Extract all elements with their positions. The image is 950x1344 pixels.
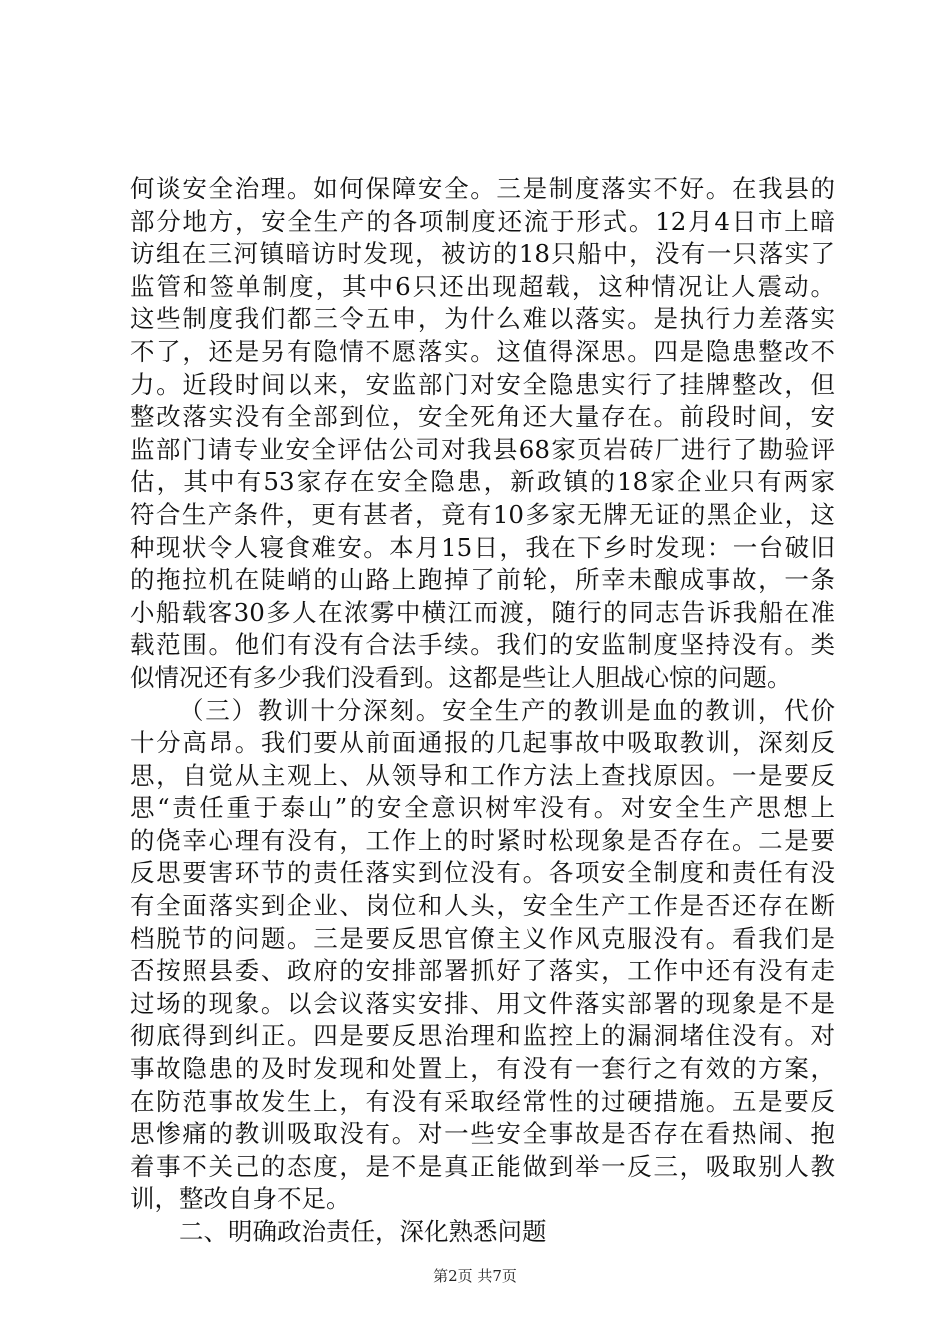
body-line: 种现状令人寝食难安。本月15日，我在下乡时发现：一台破旧 [130, 532, 835, 562]
body-line: 整改落实没有全部到位，安全死角还大量存在。前段时间，安 [130, 402, 835, 432]
body-line: 小船载客30多人在浓雾中横江而渡，随行的同志告诉我船在准 [130, 597, 835, 627]
body-line: 彻底得到纠正。四是要反思治理和监控上的漏洞堵住没有。对 [130, 1021, 835, 1051]
body-line: 档脱节的问题。三是要反思官僚主义作风克服没有。看我们是 [130, 923, 835, 953]
section-heading-line: 二、明确政治责任，深化熟悉问题 [179, 1217, 547, 1246]
body-line: 十分高昂。我们要从前面通报的几起事故中吸取教训，深刻反 [130, 728, 835, 758]
body-line: 事故隐患的及时发现和处置上，有没有一套行之有效的方案， [130, 1054, 835, 1084]
body-line: 估，其中有53家存在安全隐患，新政镇的18家企业只有两家 [130, 467, 835, 497]
body-line: 思，自觉从主观上、从领导和工作方法上查找原因。一是要反 [130, 760, 835, 790]
body-line: 何谈安全治理。如何保障安全。三是制度落实不好。在我县的 [130, 174, 835, 203]
body-line: 符合生产条件，更有甚者，竟有10多家无牌无证的黑企业，这 [130, 499, 835, 529]
body-line: 思惨痛的教训吸取没有。对一些安全事故是否存在看热闹、抱 [130, 1119, 835, 1149]
body-line: 监部门请专业安全评估公司对我县68家页岩砖厂进行了勘验评 [130, 434, 835, 464]
body-line: 力。近段时间以来，安监部门对安全隐患实行了挂牌整改，但 [130, 369, 835, 399]
body-line: 过场的现象。以会议落实安排、用文件落实部署的现象是不是 [130, 988, 835, 1018]
body-line: 监管和签单制度，其中6只还出现超载，这种情况让人震动。 [130, 271, 835, 301]
body-line: 不了，还是另有隐情不愿落实。这值得深思。四是隐患整改不 [130, 336, 835, 366]
body-line: 训，整改自身不足。 [130, 1184, 351, 1214]
body-line: 的拖拉机在陡峭的山路上跑掉了前轮，所幸未酿成事故，一条 [130, 565, 835, 595]
body-line: 部分地方，安全生产的各项制度还流于形式。12月4日市上暗 [130, 206, 835, 236]
document-body [130, 173, 835, 1249]
body-line: 思“责任重于泰山”的安全意识树牢没有。对安全生产思想上 [130, 793, 835, 823]
body-line: 着事不关己的态度，是不是真正能做到举一反三，吸取别人教 [130, 1151, 835, 1181]
section-heading-line: （三）教训十分深刻。安全生产的教训是血的教训，代价 [179, 695, 835, 725]
body-line: 有全面落实到企业、岗位和人头，安全生产工作是否还存在断 [130, 891, 835, 921]
body-line: 似情况还有多少我们没看到。这都是些让人胆战心惊的问题。 [130, 662, 792, 692]
page-number-footer: 第2页 共7页 [433, 1267, 517, 1285]
body-line: 载范围。他们有没有合法手续。我们的安监制度坚持没有。类 [130, 630, 835, 660]
body-line: 的侥幸心理有没有，工作上的时紧时松现象是否存在。二是要 [130, 825, 835, 855]
body-line: 访组在三河镇暗访时发现，被访的18只船中，没有一只落实了 [130, 239, 835, 269]
body-line: 在防范事故发生上，有没有采取经常性的过硬措施。五是要反 [130, 1086, 835, 1116]
body-line: 这些制度我们都三令五申，为什么难以落实。是执行力差落实 [130, 304, 835, 334]
body-line: 反思要害环节的责任落实到位没有。各项安全制度和责任有没 [130, 858, 835, 888]
body-line: 否按照县委、政府的安排部署抓好了落实，工作中还有没有走 [130, 956, 835, 986]
